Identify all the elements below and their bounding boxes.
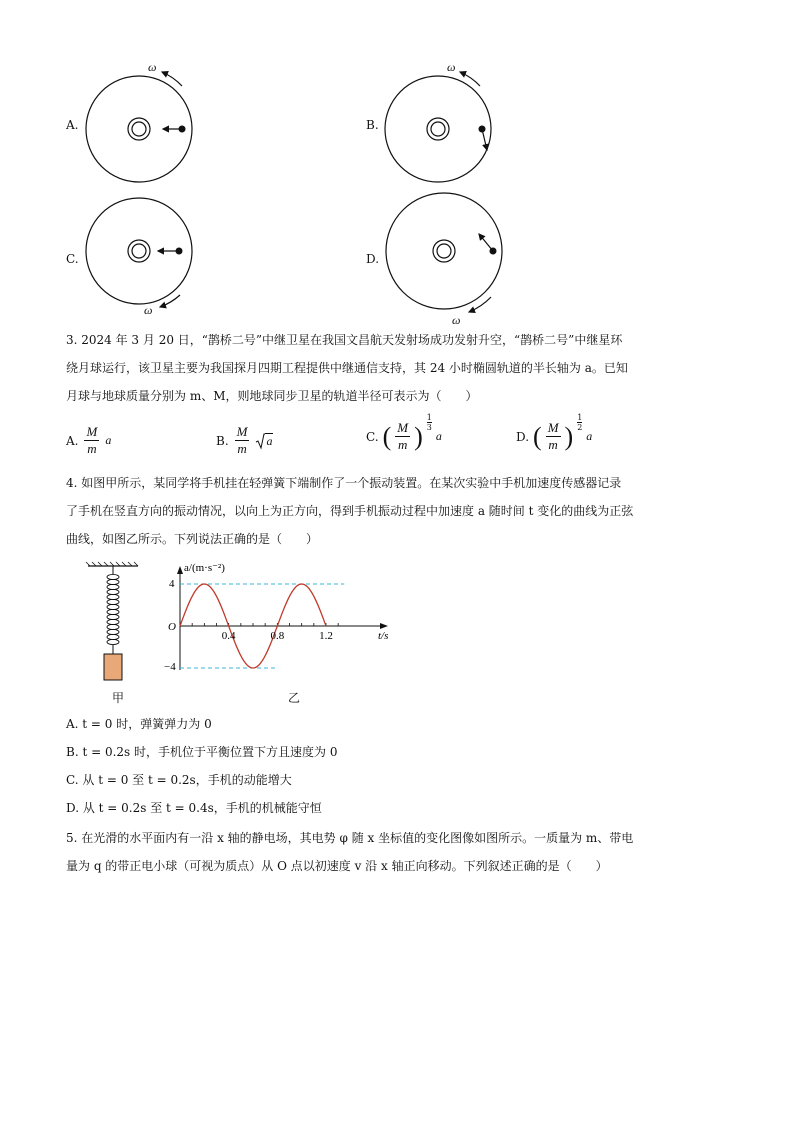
- figure-jia-label: 甲: [112, 691, 125, 705]
- option-a-label: A.: [66, 118, 79, 132]
- q3-option-d[interactable]: D. ( $\frac{M}{m}$ ) 1 2 a: [516, 413, 593, 452]
- exponent: 1 2: [577, 413, 583, 432]
- x-tick-label-0: 0.4: [221, 630, 236, 642]
- fraction: $\frac{M}{m}$: [397, 420, 409, 452]
- left-paren: (: [533, 421, 542, 451]
- disk-b: [385, 72, 491, 182]
- q4-option-b[interactable]: B. t = 0.2s 时，手机位于平衡位置下方且速度为 0: [66, 745, 338, 759]
- fraction: $\frac{M}{m}$: [86, 424, 98, 456]
- acceleration-chart: [160, 560, 400, 680]
- q4-option-d[interactable]: D. 从 t = 0.2s 至 t = 0.4s，手机的机械能守恒: [66, 801, 322, 815]
- y-axis-label: a/(m·s⁻²): [184, 562, 225, 574]
- x-tick-label-2: 1.2: [319, 630, 333, 642]
- y-axis-arrow: [177, 566, 183, 574]
- omega-b: ω: [447, 60, 456, 74]
- option-b-label: B.: [366, 118, 379, 132]
- q3-line-3: 月球与地球质量分别为 m、M，则地球同步卫星的轨道半径可表示为（ ）: [66, 389, 478, 403]
- figure-yi-label: 乙: [288, 691, 301, 705]
- disk-d: [386, 193, 502, 312]
- q4-line-3: 曲线，如图乙所示。下列说法正确的是（ ）: [66, 532, 319, 546]
- omega-d: ω: [452, 313, 461, 327]
- right-paren: ): [564, 421, 574, 451]
- left-paren: (: [382, 421, 392, 451]
- y-tick-label-bottom: −4: [164, 661, 176, 673]
- omega-c: ω: [144, 303, 153, 317]
- fraction: $\frac{M}{m}$: [236, 424, 248, 456]
- q3-line-1: 3. 2024 年 3 月 20 日，“鹊桥二号”中继卫星在我国文昌航天发射场成功发射升空，“鹊桥二号”中继星环: [66, 333, 623, 347]
- q5-line-1: 5. 在光滑的水平面内有一沿 x 轴的静电场，其电势 φ 随 x 坐标值的变化图像如图所示。一质量为 m、带电: [66, 831, 634, 845]
- option-d-label: D.: [366, 252, 380, 266]
- q3-option-b[interactable]: B. $\frac{M}{m}$ a: [216, 424, 273, 456]
- x-axis-label: t/s: [378, 630, 389, 642]
- disk-c: [86, 198, 192, 307]
- origin-label: O: [168, 621, 176, 633]
- option-c-label: C.: [66, 252, 79, 266]
- q4-line-2: 了手机在竖直方向的振动情况，以向上为正方向，得到手机振动过程中加速度 a 随时间 t 变化的曲线为正弦: [66, 504, 634, 518]
- q4-option-a[interactable]: A. t = 0 时，弹簧弹力为 0: [66, 717, 212, 731]
- q3-option-a[interactable]: A. $\frac{M}{m}$ a: [66, 424, 112, 456]
- spring-figure: [86, 562, 156, 686]
- disk-a: [86, 72, 192, 182]
- rotating-disk-diagrams: [0, 0, 794, 330]
- q3-option-c[interactable]: C. ( $\frac{M}{m}$ ) 1 3 a: [366, 413, 442, 452]
- omega-a: ω: [148, 60, 157, 74]
- q5-line-2: 量为 q 的带正电小球（可视为质点）从 O 点以初速度 v 沿 x 轴正向移动。下列叙述正确的是（ ）: [66, 859, 608, 873]
- sqrt-icon: [255, 433, 265, 449]
- q3-line-2: 绕月球运行，该卫星主要为我国探月四期工程提供中继通信支持，其 24 小时椭圆轨道的半长轴为 a。已知: [66, 361, 628, 375]
- x-axis-arrow: [380, 623, 388, 629]
- fraction: $\frac{M}{m}$: [547, 420, 559, 452]
- sqrt-a: a: [255, 433, 273, 449]
- q4-option-c[interactable]: C. 从 t = 0 至 t = 0.2s，手机的动能增大: [66, 773, 292, 787]
- y-tick-label-top: 4: [169, 578, 175, 590]
- x-tick-label-1: 0.8: [270, 630, 285, 642]
- right-paren: ): [414, 421, 423, 451]
- q4-line-1: 4. 如图甲所示，某同学将手机挂在轻弹簧下端制作了一个振动装置。在某次实验中手机加速度传感器记录: [66, 476, 622, 490]
- exponent: 1 3: [426, 413, 432, 432]
